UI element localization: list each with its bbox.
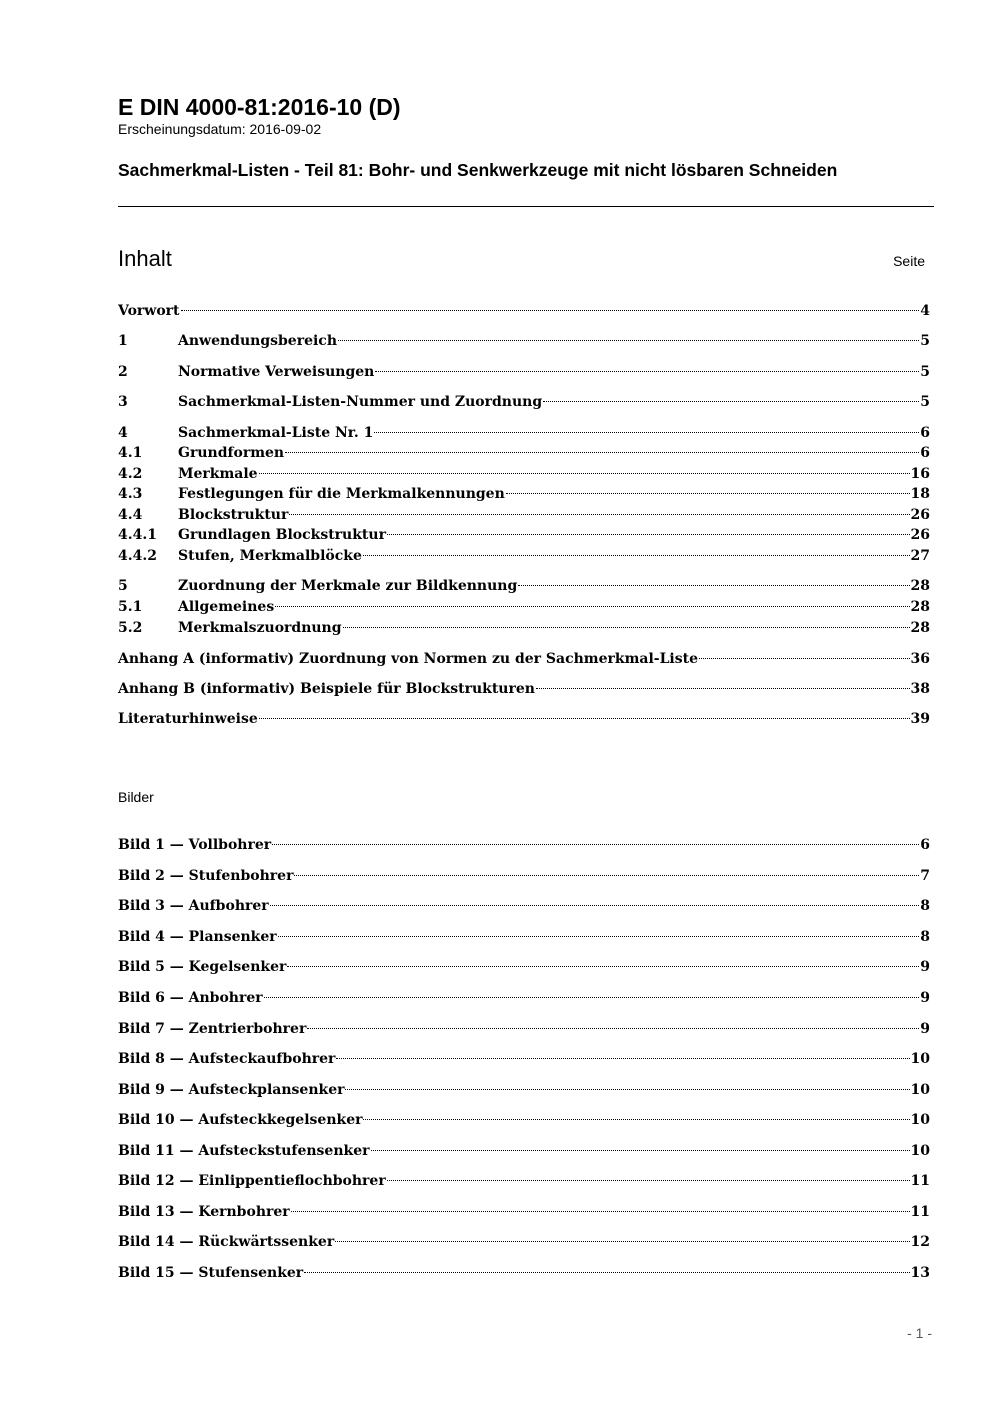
figure-entry-page: 11 <box>910 1173 930 1189</box>
toc-entry-page: 6 <box>920 425 930 441</box>
toc-entry-number: 4.4 <box>118 507 143 523</box>
toc-entry-number: 5.1 <box>118 599 143 615</box>
figure-entry-title: Bild 4 — Plansenker <box>118 929 277 945</box>
toc-entry[interactable] <box>118 620 930 640</box>
dot-leader <box>294 875 919 876</box>
dot-leader <box>699 658 910 659</box>
dot-leader <box>375 371 919 372</box>
toc-entry-title: Anhang B (informativ) Beispiele für Blockstrukturen <box>118 681 535 697</box>
toc-entry-title: Stufen, Merkmalblöcke <box>178 548 362 564</box>
figure-entry[interactable] <box>118 1112 930 1132</box>
figure-entry-page: 10 <box>910 1051 930 1067</box>
figure-entry-page: 8 <box>920 929 930 945</box>
figure-entry-page: 11 <box>910 1204 930 1220</box>
toc-entry-number: 3 <box>118 394 128 410</box>
figure-entry[interactable] <box>118 837 930 857</box>
toc-entry-page: 18 <box>910 486 930 502</box>
dot-leader <box>264 997 920 998</box>
toc-entry-title: Anwendungsbereich <box>178 333 337 349</box>
dot-leader <box>363 555 910 556</box>
toc-entry-title: Vorwort <box>118 303 180 319</box>
dot-leader <box>259 718 910 719</box>
document-subtitle: Sachmerkmal-Listen - Teil 81: Bohr- und Senkwerkzeuge mit nicht lösbaren Schneiden <box>118 160 838 180</box>
toc-entry[interactable] <box>118 445 930 465</box>
toc-entry-page: 28 <box>910 599 930 615</box>
dot-leader <box>343 627 910 628</box>
toc-entry-title: Sachmerkmal-Listen-Nummer und Zuordnung <box>178 394 543 410</box>
toc-entry-title: Anhang A (informativ) Zuordnung von Normen zu der Sachmerkmal-Liste <box>118 651 699 667</box>
toc-entry-title: Allgemeines <box>178 599 275 615</box>
figure-entry-page: 6 <box>920 837 930 853</box>
figure-entry[interactable] <box>118 1265 930 1285</box>
figure-entry-title: Bild 11 — Aufsteckstufensenker <box>118 1143 370 1159</box>
dot-leader <box>363 1119 909 1120</box>
toc-entry-title: Blockstruktur <box>178 507 289 523</box>
toc-entry-page: 27 <box>910 548 930 564</box>
toc-entry-page: 6 <box>920 445 930 461</box>
figure-entry-title: Bild 1 — Vollbohrer <box>118 837 272 853</box>
toc-entry[interactable] <box>118 507 930 527</box>
figures-heading: Bilder <box>118 789 154 805</box>
figure-entry-title: Bild 3 — Aufbohrer <box>118 898 269 914</box>
figure-entry-title: Bild 13 — Kernbohrer <box>118 1204 290 1220</box>
toc-page-column-label: Seite <box>893 253 925 269</box>
dot-leader <box>307 1028 919 1029</box>
figure-entry-title: Bild 2 — Stufenbohrer <box>118 868 294 884</box>
dot-leader <box>387 1180 910 1181</box>
toc-entry[interactable] <box>118 599 930 619</box>
toc-entry[interactable] <box>118 651 930 671</box>
toc-entry-title: Sachmerkmal-Liste Nr. 1 <box>178 425 374 441</box>
toc-entry-title: Merkmalszuordnung <box>178 620 342 636</box>
toc-heading: Inhalt <box>118 246 172 271</box>
toc-entry[interactable] <box>118 578 930 598</box>
toc-entry[interactable] <box>118 303 930 323</box>
figure-entry-title: Bild 8 — Aufsteckaufbohrer <box>118 1051 336 1067</box>
toc-entry-title: Merkmale <box>178 466 258 482</box>
toc-entry-number: 5 <box>118 578 128 594</box>
toc-entry-title: Grundlagen Blockstruktur <box>178 527 386 543</box>
dot-leader <box>275 606 909 607</box>
title-divider <box>118 206 934 207</box>
dot-leader <box>518 585 909 586</box>
figure-entry-page: 10 <box>910 1143 930 1159</box>
figure-entry[interactable] <box>118 1021 930 1041</box>
figure-entry-page: 13 <box>910 1265 930 1281</box>
dot-leader <box>285 452 919 453</box>
toc-entry[interactable] <box>118 364 930 384</box>
dot-leader <box>272 844 919 845</box>
publication-date: Erscheinungsdatum: 2016-09-02 <box>118 121 322 137</box>
figure-entry-page: 10 <box>910 1082 930 1098</box>
document-title: E DIN 4000-81:2016-10 (D) <box>118 94 401 120</box>
figure-entry[interactable] <box>118 1143 930 1163</box>
figure-entry-page: 10 <box>910 1112 930 1128</box>
dot-leader <box>536 688 910 689</box>
figure-entry-title: Bild 10 — Aufsteckkegelsenker <box>118 1112 363 1128</box>
toc-entry-page: 5 <box>920 394 930 410</box>
figure-entry-title: Bild 9 — Aufsteckplansenker <box>118 1082 345 1098</box>
dot-leader <box>278 936 920 937</box>
toc-entry[interactable] <box>118 333 930 353</box>
dot-leader <box>387 534 910 535</box>
toc-entry-title: Literaturhinweise <box>118 711 258 727</box>
toc-entry-number: 5.2 <box>118 620 143 636</box>
toc-entry-title: Festlegungen für die Merkmalkennungen <box>178 486 505 502</box>
dot-leader <box>287 966 919 967</box>
dot-leader <box>543 401 919 402</box>
figure-entry[interactable] <box>118 959 930 979</box>
toc-entry[interactable] <box>118 486 930 506</box>
dot-leader <box>506 493 910 494</box>
toc-entry-number: 1 <box>118 333 128 349</box>
figure-entry[interactable] <box>118 1173 930 1193</box>
figure-entry-title: Bild 14 — Rückwärtssenker <box>118 1234 335 1250</box>
figure-entry-page: 8 <box>920 898 930 914</box>
toc-entry-number: 4.4.1 <box>118 527 157 543</box>
toc-entry-number: 4.1 <box>118 445 143 461</box>
dot-leader <box>304 1272 909 1273</box>
dot-leader <box>259 473 910 474</box>
figure-entry[interactable] <box>118 898 930 918</box>
toc-entry[interactable] <box>118 548 930 568</box>
toc-entry-number: 2 <box>118 364 128 380</box>
toc-entry-page: 5 <box>920 364 930 380</box>
figure-entry[interactable] <box>118 1204 930 1224</box>
figure-entry-page: 9 <box>920 959 930 975</box>
toc-entry-title: Normative Verweisungen <box>178 364 375 380</box>
dot-leader <box>291 1211 910 1212</box>
dot-leader <box>336 1058 909 1059</box>
toc-entry-number: 4.3 <box>118 486 143 502</box>
toc-entry-page: 39 <box>910 711 930 727</box>
toc-entry-title: Grundformen <box>178 445 285 461</box>
dot-leader <box>374 432 919 433</box>
figure-entry-title: Bild 12 — Einlippentieflochbohrer <box>118 1173 386 1189</box>
dot-leader <box>371 1150 910 1151</box>
figure-entry-page: 9 <box>920 1021 930 1037</box>
toc-entry-page: 38 <box>910 681 930 697</box>
figure-entry-title: Bild 7 — Zentrierbohrer <box>118 1021 307 1037</box>
figure-entry-title: Bild 15 — Stufensenker <box>118 1265 304 1281</box>
toc-entry-page: 36 <box>910 651 930 667</box>
figure-entry[interactable] <box>118 990 930 1010</box>
toc-entry[interactable] <box>118 527 930 547</box>
dot-leader <box>345 1089 909 1090</box>
dot-leader <box>338 340 919 341</box>
toc-entry-page: 26 <box>910 507 930 523</box>
figure-entry-title: Bild 6 — Anbohrer <box>118 990 263 1006</box>
figure-entry[interactable] <box>118 1234 930 1254</box>
figure-entry[interactable] <box>118 929 930 949</box>
toc-entry-page: 5 <box>920 333 930 349</box>
figure-entry-page: 9 <box>920 990 930 1006</box>
dot-leader <box>270 905 920 906</box>
toc-entry-page: 28 <box>910 578 930 594</box>
figure-entry-page: 7 <box>920 868 930 884</box>
toc-entry[interactable] <box>118 394 930 414</box>
dot-leader <box>289 514 909 515</box>
toc-entry-page: 16 <box>910 466 930 482</box>
figure-entry[interactable] <box>118 1051 930 1071</box>
toc-entry[interactable] <box>118 425 930 445</box>
figure-entry[interactable] <box>118 868 930 888</box>
toc-entry-page: 28 <box>910 620 930 636</box>
figure-entry-page: 12 <box>910 1234 930 1250</box>
toc-entry-page: 4 <box>920 303 930 319</box>
figure-entry-title: Bild 5 — Kegelsenker <box>118 959 287 975</box>
dot-leader <box>335 1241 909 1242</box>
dot-leader <box>181 310 920 311</box>
toc-entry-page: 26 <box>910 527 930 543</box>
figure-entry[interactable] <box>118 1082 930 1102</box>
toc-entry-number: 4 <box>118 425 128 441</box>
page-number: - 1 - <box>907 1325 932 1341</box>
toc-entry[interactable] <box>118 466 930 486</box>
toc-entry-number: 4.2 <box>118 466 143 482</box>
toc-entry[interactable] <box>118 711 930 731</box>
toc-entry-number: 4.4.2 <box>118 548 157 564</box>
toc-entry-title: Zuordnung der Merkmale zur Bildkennung <box>178 578 518 594</box>
toc-entry[interactable] <box>118 681 930 701</box>
